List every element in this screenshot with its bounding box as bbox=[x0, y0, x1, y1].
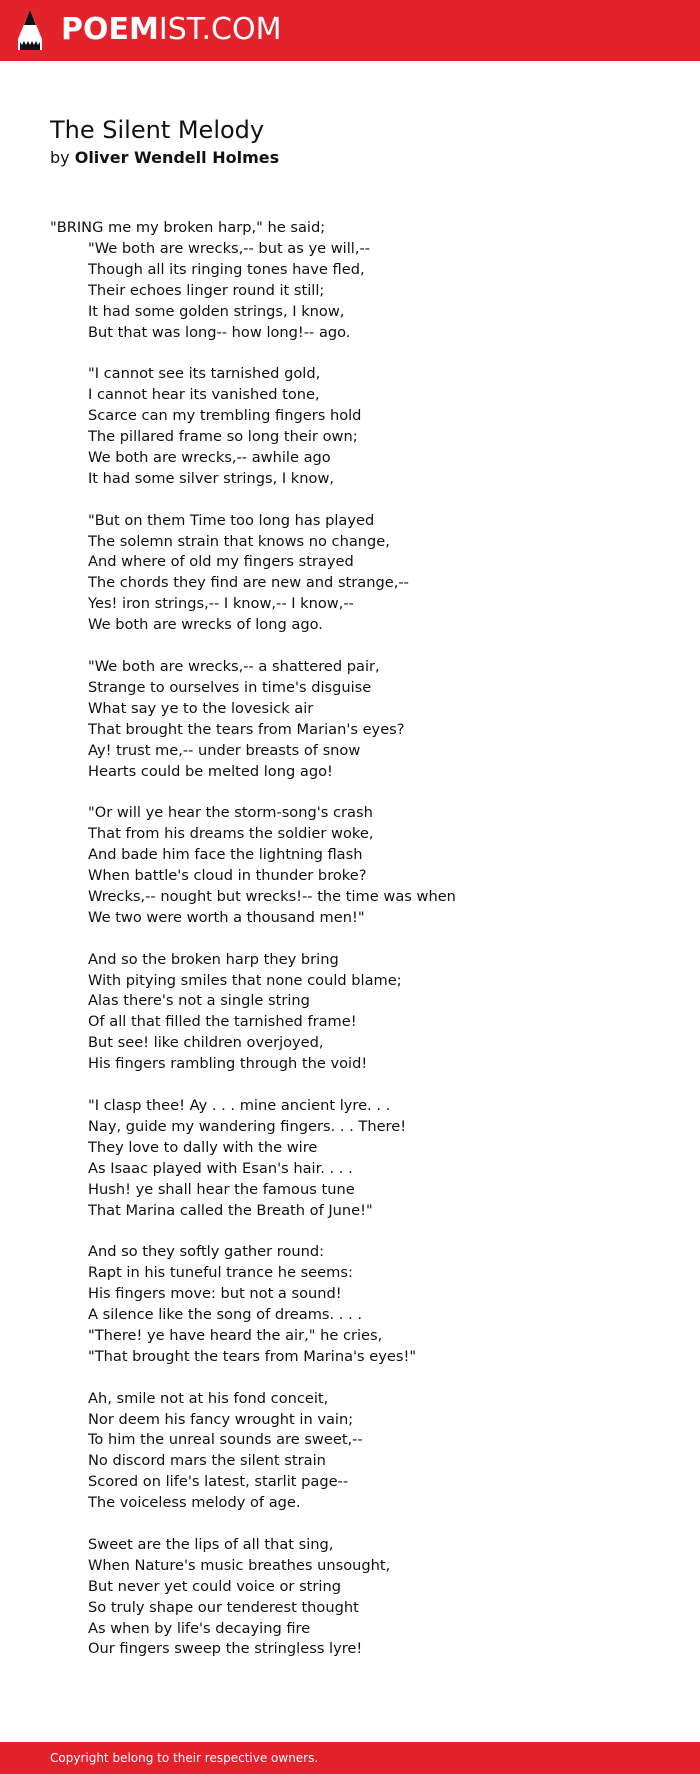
poem-line: As when by life's decaying fire bbox=[88, 1619, 311, 1637]
site-footer bbox=[0, 1742, 700, 1774]
poem-line: A silence like the song of dreams. . . . bbox=[88, 1306, 362, 1324]
poem-line: And so the broken harp they bring bbox=[88, 950, 339, 968]
poem-title: The Silent Melody bbox=[50, 116, 265, 144]
poem-line: Sweet are the lips of all that sing, bbox=[88, 1535, 334, 1553]
poem-line: The chords they find are new and strange,-- bbox=[88, 574, 409, 592]
logo-text-bold: POEM bbox=[61, 12, 159, 47]
poem-line: His fingers rambling through the void! bbox=[88, 1055, 368, 1073]
poem-line: "Or will ye hear the storm-song's crash bbox=[88, 804, 373, 822]
poem-line: With pitying smiles that none could blame; bbox=[88, 971, 402, 989]
poem-line: We two were worth a thousand men!" bbox=[88, 908, 365, 926]
pen-nib-icon[interactable] bbox=[16, 9, 44, 51]
site-logo[interactable] bbox=[61, 10, 281, 50]
poem-line: No discord mars the silent strain bbox=[88, 1452, 326, 1470]
poem-stanza bbox=[50, 1242, 670, 1367]
poem-line: But that was long-- how long!-- ago. bbox=[88, 323, 351, 341]
poem-line: Ah, smile not at his fond conceit, bbox=[88, 1389, 329, 1407]
poem-line: We both are wrecks,-- awhile ago bbox=[88, 448, 331, 466]
poem-line: Nor deem his fancy wrought in vain; bbox=[88, 1410, 354, 1428]
poem-line: The solemn strain that knows no change, bbox=[88, 532, 390, 550]
poem-line: The pillared frame so long their own; bbox=[88, 428, 358, 446]
poem-line: Their echoes linger round it still; bbox=[88, 281, 325, 299]
poem-line: Wrecks,-- nought but wrecks!-- the time was when bbox=[88, 887, 456, 905]
poem-stanza bbox=[50, 364, 670, 489]
copyright-text: Copyright belong to their respective owners. bbox=[50, 1751, 319, 1765]
poem-line: And bade him face the lightning flash bbox=[88, 846, 363, 864]
poem-stanza bbox=[50, 803, 670, 928]
poem-line: But see! like children overjoyed, bbox=[88, 1034, 324, 1052]
poem-line: When battle's cloud in thunder broke? bbox=[88, 867, 367, 885]
poem-line: Our fingers sweep the stringless lyre! bbox=[88, 1640, 363, 1658]
poem-line: "I cannot see its tarnished gold, bbox=[88, 365, 321, 383]
poem-line: "That brought the tears from Marina's eyes!" bbox=[88, 1347, 417, 1365]
poem-line: What say ye to the lovesick air bbox=[88, 699, 314, 717]
site-header bbox=[0, 0, 700, 61]
poem-stanza bbox=[50, 1096, 670, 1221]
poem-line: Nay, guide my wandering fingers. . . There! bbox=[88, 1117, 407, 1135]
poem-line: Strange to ourselves in time's disguise bbox=[88, 678, 372, 696]
poem-line: Ay! trust me,-- under breasts of snow bbox=[88, 741, 361, 759]
poem-line: But never yet could voice or string bbox=[88, 1577, 341, 1595]
poem-line: It had some golden strings, I know, bbox=[88, 302, 345, 320]
poem-author[interactable]: Oliver Wendell Holmes bbox=[74, 148, 280, 167]
poem-heading bbox=[50, 114, 670, 170]
poem-stanza bbox=[50, 1389, 670, 1514]
poem-stanza bbox=[50, 511, 670, 636]
poem-line: Hearts could be melted long ago! bbox=[88, 762, 333, 780]
poem-line: "We both are wrecks,-- a shattered pair, bbox=[88, 657, 380, 675]
poem-line: The voiceless melody of age. bbox=[88, 1494, 301, 1512]
poem-stanza bbox=[50, 657, 670, 782]
poem-line: So truly shape our tenderest thought bbox=[88, 1598, 359, 1616]
poem-line: "I clasp thee! Ay . . . mine ancient lyre. . . bbox=[88, 1096, 391, 1114]
poem-body bbox=[50, 218, 670, 1681]
poem-line: It had some silver strings, I know, bbox=[88, 469, 335, 487]
poem-stanza bbox=[50, 218, 670, 343]
poem-line: That brought the tears from Marian's eyes? bbox=[88, 720, 405, 738]
poem-line: Of all that filled the tarnished frame! bbox=[88, 1013, 357, 1031]
poem-stanza bbox=[50, 1535, 670, 1660]
poem-line: "We both are wrecks,-- but as ye will,-- bbox=[88, 239, 371, 257]
poem-line: To him the unreal sounds are sweet,-- bbox=[88, 1431, 363, 1449]
poem-line: Hush! ye shall hear the famous tune bbox=[88, 1180, 355, 1198]
poem-line: Scarce can my trembling fingers hold bbox=[88, 407, 362, 425]
poem-line: His fingers move: but not a sound! bbox=[88, 1285, 342, 1303]
poem-line: "BRING me my broken harp," he said; bbox=[50, 219, 326, 236]
poem-line: And where of old my fingers strayed bbox=[88, 553, 354, 571]
poem-line: When Nature's music breathes unsought, bbox=[88, 1556, 391, 1574]
poem-line: Yes! iron strings,-- I know,-- I know,-- bbox=[88, 595, 354, 613]
poem-line: "There! ye have heard the air," he cries, bbox=[88, 1326, 383, 1344]
logo-text-light: IST.COM bbox=[158, 12, 282, 47]
poem-line: We both are wrecks of long ago. bbox=[88, 616, 323, 634]
poem-line: And so they softly gather round: bbox=[88, 1243, 325, 1261]
poem-stanza bbox=[50, 950, 670, 1075]
poem-line: I cannot hear its vanished tone, bbox=[88, 386, 320, 404]
poem-line: Though all its ringing tones have fled, bbox=[88, 260, 365, 278]
poem-line: That from his dreams the soldier woke, bbox=[88, 825, 374, 843]
poem-line: They love to dally with the wire bbox=[88, 1138, 318, 1156]
poem-line: As Isaac played with Esan's hair. . . . bbox=[88, 1159, 353, 1177]
poem-line: "But on them Time too long has played bbox=[88, 511, 375, 529]
poem-line: Scored on life's latest, starlit page-- bbox=[88, 1473, 349, 1491]
poem-line: That Marina called the Breath of June!" bbox=[88, 1201, 373, 1219]
by-label: by bbox=[50, 148, 70, 167]
poem-line: Rapt in his tuneful trance he seems: bbox=[88, 1264, 353, 1282]
poem-line: Alas there's not a single string bbox=[88, 992, 310, 1010]
poem-byline bbox=[50, 146, 670, 170]
